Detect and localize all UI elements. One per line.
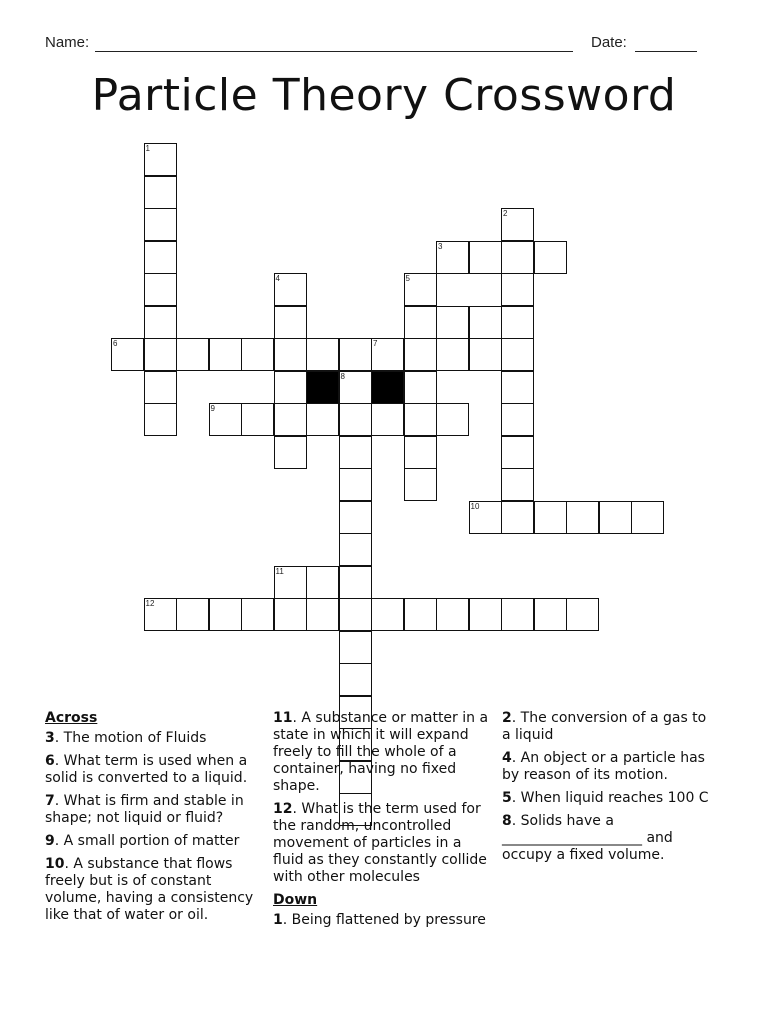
grid-cell[interactable] [469, 338, 502, 371]
clue-down-5: 5. When liquid reaches 100 C [502, 790, 709, 806]
clue-across-9: 9. A small portion of matter [45, 833, 240, 849]
grid-cell[interactable] [144, 403, 177, 436]
grid-cell[interactable] [436, 403, 469, 436]
grid-cell[interactable] [371, 598, 404, 631]
grid-cell[interactable] [274, 371, 307, 404]
grid-cell[interactable] [306, 403, 339, 436]
grid-cell[interactable] [501, 403, 534, 436]
grid-cell[interactable] [501, 598, 534, 631]
grid-cell[interactable] [339, 566, 372, 599]
grid-cell[interactable] [469, 598, 502, 631]
grid-cell[interactable] [241, 598, 274, 631]
grid-cell[interactable] [404, 468, 437, 501]
clue-down-2: 2. The conversion of a gas to a liquid [502, 710, 707, 743]
clue-across-6: 6. What term is used when a solid is converted to a liquid. [45, 753, 248, 786]
clue-column-2 [273, 710, 491, 935]
grid-cell[interactable] [144, 241, 177, 274]
grid-cell[interactable] [144, 371, 177, 404]
grid-cell[interactable] [306, 598, 339, 631]
clue-number: 9 [210, 404, 215, 413]
grid-cell[interactable] [209, 598, 242, 631]
grid-cell[interactable] [144, 273, 177, 306]
clue-column-3 [502, 710, 717, 870]
grid-cell[interactable] [436, 598, 469, 631]
grid-cell[interactable] [209, 338, 242, 371]
shaded-cell [371, 371, 404, 404]
shaded-cell [306, 371, 339, 404]
clue-number: 11 [275, 566, 284, 576]
grid-cell[interactable] [566, 598, 599, 631]
grid-cell[interactable] [501, 468, 534, 501]
clue-number: 8 [340, 371, 345, 381]
grid-cell[interactable] [274, 598, 307, 631]
grid-cell[interactable] [631, 501, 664, 534]
clue-number: 12 [145, 599, 155, 608]
grid-cell[interactable] [501, 371, 534, 404]
grid-cell[interactable] [534, 241, 567, 274]
grid-cell[interactable] [436, 306, 469, 339]
clue-across-10: 10. A substance that flows freely but is of constant volume, having a consistency like that of water or oil. [45, 856, 254, 923]
grid-cell[interactable] [241, 338, 274, 371]
clue-number: 7 [373, 339, 378, 348]
clue-number: 1 [145, 144, 150, 153]
name-label: Name: [45, 34, 90, 51]
grid-cell[interactable] [436, 338, 469, 371]
grid-cell[interactable] [501, 241, 534, 274]
grid-cell[interactable] [501, 306, 534, 339]
grid-cell[interactable] [534, 598, 567, 631]
grid-cell[interactable] [339, 403, 372, 436]
grid-cell[interactable] [144, 338, 177, 371]
grid-cell[interactable] [566, 501, 599, 534]
grid-cell[interactable] [339, 533, 372, 566]
grid-cell[interactable] [274, 306, 307, 339]
grid-cell[interactable] [501, 436, 534, 469]
clue-down-1: 1. Being flattened by pressure [273, 912, 486, 928]
grid-cell[interactable] [274, 403, 307, 436]
clue-down-8: 8. Solids have a ____________________ and occupy a fixed volume. [502, 813, 673, 863]
clue-across-11: 11. A substance or matter in a state in which it will expand freely to fill the whole of a container, having no fixed shape. [273, 710, 489, 794]
grid-cell[interactable] [339, 663, 372, 696]
grid-cell[interactable] [306, 566, 339, 599]
grid-cell[interactable] [176, 598, 209, 631]
clue-number: 6 [113, 339, 118, 348]
grid-cell[interactable] [404, 338, 437, 371]
clue-across-3: 3. The motion of Fluids [45, 730, 207, 746]
grid-cell[interactable] [144, 208, 177, 241]
grid-cell[interactable] [469, 306, 502, 339]
grid-cell[interactable] [501, 501, 534, 534]
date-label: Date: [591, 34, 627, 51]
down-heading: Down [273, 892, 318, 908]
grid-cell[interactable] [274, 436, 307, 469]
clue-across-12: 12. What is the term used for the random, uncontrolled movement of particles in a fluid as they constantly collide with other molecules [273, 801, 487, 885]
grid-cell[interactable] [306, 338, 339, 371]
grid-cell[interactable] [339, 436, 372, 469]
grid-cell[interactable] [241, 403, 274, 436]
clue-down-4: 4. An object or a particle has by reason of its motion. [502, 750, 705, 783]
grid-cell[interactable] [339, 501, 372, 534]
grid-cell[interactable] [144, 306, 177, 339]
grid-cell[interactable] [339, 631, 372, 664]
clue-number: 5 [405, 274, 410, 283]
grid-cell[interactable] [339, 468, 372, 501]
grid-cell[interactable] [404, 371, 437, 404]
grid-cell[interactable] [404, 598, 437, 631]
grid-cell[interactable] [404, 403, 437, 436]
clue-number: 10 [470, 501, 480, 511]
clue-number: 2 [503, 209, 508, 218]
clue-number: 4 [275, 274, 280, 283]
grid-cell[interactable] [404, 436, 437, 469]
grid-cell[interactable] [371, 403, 404, 436]
grid-cell[interactable] [176, 338, 209, 371]
grid-cell[interactable] [144, 176, 177, 209]
clue-number: 3 [438, 241, 443, 251]
grid-cell[interactable] [274, 338, 307, 371]
grid-cell[interactable] [501, 273, 534, 306]
grid-cell[interactable] [599, 501, 632, 534]
clue-across-7: 7. What is firm and stable in shape; not liquid or fluid? [45, 793, 244, 826]
grid-cell[interactable] [534, 501, 567, 534]
grid-cell[interactable] [339, 598, 372, 631]
clue-column-1 [45, 710, 265, 930]
grid-cell[interactable] [501, 338, 534, 371]
page-title: Particle Theory Crossword [91, 70, 677, 121]
grid-cell[interactable] [404, 306, 437, 339]
across-heading: Across [45, 710, 98, 726]
grid-cell[interactable] [469, 241, 502, 274]
grid-cell[interactable] [339, 338, 372, 371]
